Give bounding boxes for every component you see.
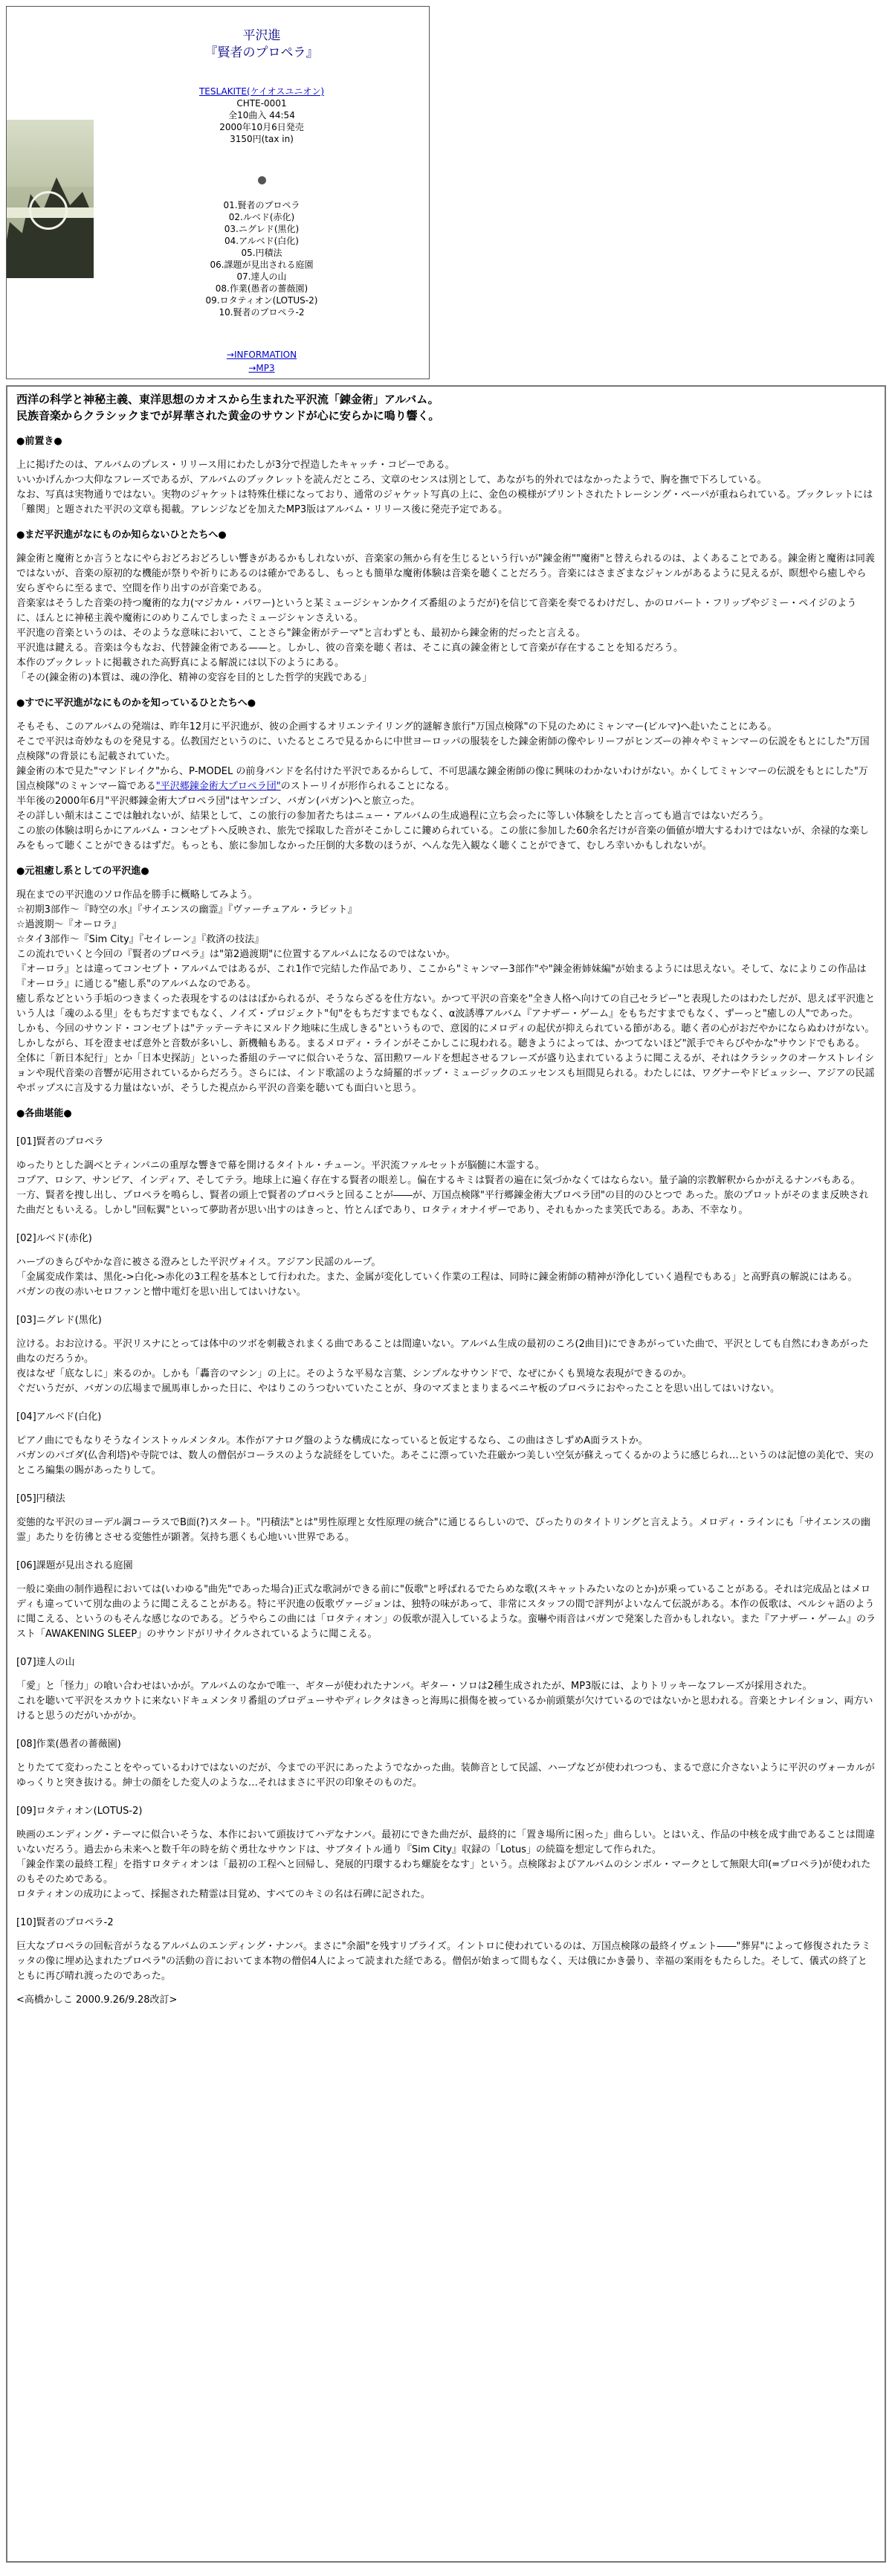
info-links (94, 348, 430, 375)
paragraph: しかしながら、耳を澄ませば意外と音数が多いし、新機軸もある。まるメロディ・ラインがそこかしこに現われる。聴きようによっては、かつてないほど"派手でキらびやかな"サウンドでもある。 (16, 1038, 865, 1049)
mp3-link[interactable]: →MP3 (248, 363, 275, 373)
paragraph: そこで平沢は奇妙なものを発見する。仏教国だというのに、いたるところで見るからに中世ヨーロッパの服装をした錬金術師の像やレリーフがヒンズーの神々やミャンマーの伝説をもとにした"万国点検隊"の背景にも記載されていた。 (16, 736, 870, 762)
track-review-title: [06]課題が見出される庭園 (16, 1560, 133, 1571)
paragraph: 泣ける。おお泣ける。平沢リスナにとっては体中のツボを刺載されまくる曲であることは間違いない。アルバム生成の最初のころ(2曲目)にできあがっていた曲で、平沢としても自然にわきあがった曲なのだろうか。 (16, 1339, 869, 1365)
paragraph: とりたてて変わったことをやっているわけではないのだが、今までの平沢にあったようでなかった曲。装飾音として民謡、ハープなどが使われつつも、まるで意に介さないように平沢のヴォーカルがゆっくりと突き抜ける。紳士の顔をした変人のような…それはまさに平沢の印象そのものだ。 (16, 1762, 875, 1788)
track-item: 07.達人の山 (236, 271, 287, 282)
paragraph: 癒し系などという手垢のつきまくった表現をするのははばかられるが、そうならざるを仕方ない。かつて平沢の音楽を"全き人格へ向けての自己セラピー"と表現したのはわたしだが、思えば平沢進という人は「魂のふる里」をもちだすまでもなく、ノイズ・プロジェクト"旬"をもちだすまでもなく、α波誘導アルバム『アナザー・ゲーム』をもちだすまでもなく、ずーっと"癒しの人"であった。 (16, 994, 876, 1020)
bullet-dot-icon (258, 176, 266, 184)
track-review-title: [09]ロタティオン(LOTUS-2) (16, 1806, 143, 1817)
album-title: 『賢者のプロペラ』 (204, 45, 319, 60)
paragraph: なお、写真は実物通りではない。実物のジャケットは特殊仕様になっており、通常のジャケット写真の上に、金色の模様がプリントされたトレーシング・ペーパが重ねられている。ブックレットには「難関」と題された平沢の文章も掲載。アレンジなどを加えたMP3版はアルバム・リリース後に発売予定である。 (16, 489, 873, 515)
paragraph: ゆったりとした調べとティンパニの重厚な響きで幕を開けるタイトル・チューン。平沢流ファルセットが脳髄に木霊する。 (16, 1160, 545, 1171)
paragraph: しかも、今回のサウンド・コンセプトは"テッテーテキにヌルドク地味に生成しきる"というもので、意図的にメロディの起伏が抑えられている節がある。聴く者の心がおだやかにならぬわけがない。 (16, 1023, 875, 1034)
paragraph: ピアノ曲にでもなりそうなインストゥルメンタル。本作がアナログ盤のような構成になっていると仮定するなら、この曲はさしずめA面ラストか。 (16, 1435, 648, 1446)
track-review (16, 1655, 876, 1724)
paragraph: ☆初期3部作〜『時空の水』『サイエンスの幽霊』『ヴァーチュアル・ラビット』 (16, 904, 358, 915)
album-label-link[interactable]: TESLAKITE(ケイオスユニオン) (198, 86, 325, 97)
track-item: 05.円積法 (241, 248, 282, 258)
tour-link[interactable]: "平沢郷錬金術大プロペラ団" (155, 781, 281, 792)
cover-sky (7, 120, 94, 187)
album-price: 3150円(tax in) (230, 134, 294, 144)
paragraph: 夜はなぜ「底なしに」来るのか。しかも「轟音のマシン」の上に。そのような平易な言葉、シンプルなサウンドで、なぜにかくも異境な表現ができるのか。 (16, 1368, 692, 1379)
track-item: 08.作業(愚者の薔薇園) (215, 283, 308, 294)
paragraph: 全体に「新日本紀行」とか「日本史探訪」といった番組のテーマに似合いそうな、冨田勲ワールドを想起させるフレーズが盛り込まれているように聞こえるが、それはクラシックのオーケストレイションや現代音楽の音響が応用されているからだろう。さらには、インド歌謡のような綺羅的ポップ・ミュージックのエッセンスも垣間見られる。わたしには、ワグナーやドビュッシー、アジアの民謡やポップスに言及する力量はないが、そうした視点から平沢の音楽を聴いても面白いと思う。 (16, 1053, 875, 1094)
track-review (16, 1231, 876, 1300)
cover-circle-icon (29, 191, 68, 230)
paragraph: 変態的な平沢のヨーデル調コーラスでB面(?)スタート。"円積法"とは"男性原理と女性原理の統合"に通じるらしいので、ぴったりのタイトリングと言えよう。メロディ・ラインにも「サイエンスの幽霊」あたりを彷彿とさせる変態性が顕著。気持ち悪くも心地いい世界である。 (16, 1517, 870, 1543)
track-review (16, 1559, 876, 1642)
review-box (6, 385, 886, 2563)
track-review-title: [02]ルベド(赤化) (16, 1233, 92, 1244)
section-healing (16, 864, 876, 1096)
section-heading: ●元祖癒し系としての平沢進● (16, 866, 149, 877)
paragraph: 『オーロラ』とは違ってコンセプト・アルバムではあるが、これ1作で完結した作品であり、ここから"ミャンマー3部作"や"錬金術姉妹編"が始まるようには思えない。そして、なによりこの作品は『オーロラ』に通じる"癒し系"のアルバムなのである。 (16, 964, 867, 990)
track-review-title: [08]作業(愚者の薔薇園) (16, 1739, 121, 1750)
section-tracks (16, 1107, 876, 1984)
track-review-title: [05]円積法 (16, 1493, 65, 1504)
paragraph: バガンの夜の赤いセロファンと憎中電灯を思い出してはいけない。 (16, 1287, 306, 1298)
album-length: 全10曲入 44:54 (228, 110, 295, 120)
track-review-title: [04]アルベド(白化) (16, 1411, 102, 1423)
track-item: 06.課題が見出される庭園 (210, 260, 314, 270)
paragraph: 音楽家はそうした音楽の持つ魔術的な力(マジカル・パワー)というと某ミュージシャンかクイズ番組のようだが)を信じて音楽を奏でるわけだし、かのロバート・フリップやジミー・ペイジのように、ほんとに神秘主義や魔術にのめりこんでしまったミュージシャンさえいる。 (16, 598, 857, 624)
information-link[interactable]: →INFORMATION (226, 350, 297, 360)
section-heading: ●前置き● (16, 436, 62, 447)
paragraph: 錬金術と魔術とか言うとなにやらおどろおどろしい響きがあるかもしれないが、音楽家の無から有を生じるという行いが"錬金術""魔術"と替えられるのは、よくあることである。錬金術と魔術は同義ではないが、音楽の原初的な機能が祭りや祈りにあるのは確かであるし、もっとも簡単な魔術体験は音楽を聴くことだろう。音楽にはさまざまなジャンルがあるように見えるが、瞑想やら癒しやら安らぎやらに至るまで、空間を作り出すのが音楽である。 (16, 553, 875, 594)
paragraph: 「その(錬金術の)本質は、魂の浄化、精神の変容を目的とした哲学的実践である」 (16, 672, 372, 683)
paragraph (16, 764, 876, 794)
paragraph: 現在までの平沢進のソロ作品を勝手に概略してみよう。 (16, 889, 258, 901)
track-review (16, 1135, 876, 1218)
text-fragment: のストーリイが形作られることになる。 (280, 781, 455, 792)
track-review-title: [01]賢者のプロペラ (16, 1136, 104, 1147)
section-preface (16, 434, 876, 518)
track-review (16, 1410, 876, 1478)
track-review (16, 1804, 876, 1902)
paragraph: ハープのきらびやかな音に被さる澄みとした平沢ヴォイス。アジアン民謡のループ。 (16, 1257, 381, 1268)
section-heading: ●すでに平沢進がなにものかを知っているひとたちへ● (16, 698, 256, 709)
track-list (94, 199, 430, 318)
paragraph: 本作のブックレットに掲載された高野真による解説には以下のようにある。 (16, 657, 344, 669)
album-info-box (6, 6, 430, 379)
track-item: 09.ロタティオン(LOTUS-2) (205, 295, 318, 306)
lead-line: 西洋の科学と神秘主義、東洋思想のカオスから生まれた平沢流「錬金術」アルバム。 (16, 393, 439, 406)
paragraph: コプア、ロシア、サンビア、インディア、そしてテラ。地球上に遍く存在する賢者の眼差し。偏在するキミは賢者の遍在に気づかなくてはならない。量子論的宗教解釈からかがえるナンバもある。 (16, 1175, 861, 1186)
paragraph: これを聴いて平沢をスカウトに来ないドキュメンタリ番組のプロデューサやディレクタはきっと海馬に損傷を被っているか前頭葉が欠けているのではないかと思われる。音楽とナレイション、両方いけると思うのだがいかがか。 (16, 1696, 873, 1722)
review-lead (16, 391, 876, 424)
paragraph: いいかげんかつ大仰なフレーズであるが、アルバムのブックレットを読んだところ、文章のセンスは別として、あながち的外れではなかったようで、胸を撫で下ろしている。 (16, 474, 767, 486)
track-item: 04.アルベド(白化) (224, 236, 299, 246)
paragraph: その詳しい顛末はここでは触れないが、結果として、この旅行の参加者たちはニュー・アルバムの生成過程に立ち会ったに等しい体験をしたと言っても過言ではないだろう。 (16, 811, 769, 822)
paragraph: ロタティオンの成功によって、採掘された精霊は目覚め、すべてのキミの名は石碑に記された。 (16, 1889, 430, 1900)
paragraph: バガンのパゴダ(仏舎利塔)や寺院では、数人の僧侶がコーラスのような読経をしていた。あそこに漂っていた荘厳かつ美しい空気が蘇えってくるかのように感じられ…というのは記憶の美化で、実のところ編集の賜があったりして。 (16, 1450, 874, 1476)
paragraph: 「金属変成作業は、黒化->白化->赤化の3工程を基本として行われた。また、金属が変化していく作業の工程は、同時に錬金術師の精神が浄化していく過程でもある」と高野真の解説にはある。 (16, 1272, 858, 1283)
section-heading: ●各曲堪能● (16, 1108, 72, 1119)
paragraph: 一方、賢者を捜し出し、プロペラを鳴らし、賢者の頭上で賢者のプロペラと回ることが――が、万国点検隊"平行郷錬金術大プロペラ団"の目的のひとつで あった。旅のプロットがそのまま反映された曲だともいえる。しかし"回転翼"といって夢助者が思い出すのはきっと、竹とんぼであり、ロタティオナイザーであり、それもかったま笑氏である。ああ、不幸なり。 (16, 1190, 869, 1216)
text-fragment: 錬金術の本で見た"マンドレイク"から、P-MODEL の前身バンドを名付けた平沢であるからして、不可思議な錬金術師の像に興味のわかないわけがない。かくしてミャンマーの伝説をもとにした"万国点検隊"のミャンマー篇である (16, 766, 868, 792)
album-cover-image (7, 120, 94, 278)
paragraph: この旅の体験は明らかにアルバム・コンセプトへ反映され、旅先で採取した音がそこかしこに鏤められている。この旅に参加した60余名だけが音楽の価値が増大するわけではないが、余禄的な楽しみをもって聴くことができるはずだ。もっとも、旅に参加しなかった圧倒的大多数のほうが、へんな先入観なく聴くことができて、むしろ幸いかもしれないが。 (16, 825, 869, 851)
track-review (16, 1916, 876, 1984)
paragraph: 映画のエンディング・テーマに似合いそうな、本作において頭抜けてハデなナンバ。最初にできた曲だが、最終的に「置き場所に困った」曲らしい。とはいえ、作品の中核を成す曲であることは間違いないだろう。過去から未来へと数千年の時を紡ぐ勇壮なサウンドは、サブタイトル通り『Sim City』収録の「Lotus」の続篇を想定して作られた。 (16, 1829, 875, 1855)
album-artist: 平沢進 (242, 28, 281, 43)
paragraph: 平沢進は鍵える。音楽は今もなお、代替錬金術である——と。しかし、彼の音楽を聴く者は、そこに真の錬金術として音楽が存在することを知るだろう。 (16, 643, 684, 654)
track-review (16, 1313, 876, 1397)
track-item: 01.賢者のプロペラ (223, 200, 300, 210)
section-fans (16, 696, 876, 854)
paragraph: 半年後の2000年6月"平沢郷錬金術大プロペラ団"はヤンゴン、バガン(パガン)へと旅立った。 (16, 796, 421, 807)
paragraph: ぐだいうだが、バガンの広場まで風馬車しかった日に、やはりこのうつむいていたことが、身のマズまとまりまるベニヤ板のプロペラにおやったことを思い出してはいけない。 (16, 1383, 780, 1394)
section-heading: ●まだ平沢進がなにものか知らないひとたちへ● (16, 529, 227, 541)
paragraph: この流れでいくと今回の『賢者のプロペラ』は"第2過渡期"に位置するアルバムになるのではないか。 (16, 949, 456, 960)
track-item: 03.ニグレド(黒化) (224, 224, 300, 234)
paragraph: ☆過渡期〜『オーロラ』 (16, 919, 122, 930)
track-review-title: [03]ニグレド(黒化) (16, 1315, 102, 1326)
paragraph: 平沢進の音楽というのは、そのような意味において、ことさら"錬金術がテーマ"と言わずとも、最初から錬金術的だったと言える。 (16, 628, 586, 639)
paragraph: 「錬金作業の最終工程」を指すロタティオンは「最初の工程へと回帰し、発展的円環するわち螺旋をなす」という。点検隊およびアルバムのシンボル・マークとして無限大印(=プロペラ)が使われたのもそのためである。 (16, 1859, 871, 1885)
lead-line: 民族音楽からクラシックまでが昇華された黄金のサウンドが心に安らかに鳴り響く。 (16, 409, 440, 422)
track-item: 02.ルベド(赤化) (228, 212, 295, 222)
track-review-title: [07]達人の山 (16, 1657, 75, 1668)
track-review (16, 1737, 876, 1791)
track-review (16, 1492, 876, 1545)
paragraph: 一般に楽曲の制作過程においては(いわゆる"曲先"であった場合)正式な歌詞ができる前に"仮歌"と呼ばれるでたらめな歌(スキャットみたいなのとか)が乗っていることがある。それは完成品とはメロディも違っていて別な曲のように聞こえることがある。特に平沢進の仮歌ヴァージョンは、独特の味があって、非常にスタッフの間で評判がよいなんて伝説がある。本作の仮歌は、ペルシャ語のように聞こえる、というのもそんな感じなのである。どうやらこの曲には「ロタティオン」の仮歌が混入しているような。蛮嚇や雨音はバガンで発案した音かもしれない。また『アナザー・ゲーム』のラスト「AWAKENING SLEEP」のサウンドがリサイクルされているように聞こえる。 (16, 1584, 876, 1640)
album-catalog: CHTE-0001 (236, 98, 287, 109)
track-review-title: [10]賢者のプロペラ-2 (16, 1917, 114, 1928)
paragraph: そもそも、このアルバムの発端は、昨年12月に平沢進が、彼の企画するオリエンテイリング的謎解き旅行"万国点検隊"の下見のためにミャンマー(ビルマ)へ赴いたことにある。 (16, 721, 778, 732)
track-item: 10.賢者のプロペラ-2 (219, 307, 305, 318)
paragraph: 「愛」と「怪力」の喰い合わせはいかが。アルバムのなかで唯一、ギターが使われたナンバ。ギター・ソロは2種生成されたが、MP3版には、よりトリッキーなフレーズが採用された。 (16, 1681, 812, 1692)
paragraph: 上に掲げたのは、アルバムのプレス・リリース用にわたしが3分で捏造したキャッチ・コピーである。 (16, 460, 455, 471)
album-details (94, 7, 430, 375)
paragraph: 巨大なプロペラの回転音がうなるアルバムのエンディング・ナンバ。まさに"余韻"を残すリプライズ。イントロに使われているのは、万国点検隊の最終イヴェント――"葬昇"によって修復されたラミッタの像に埋め込まれたプロペラ"の活動の音においてま本物の僧侶4人によって読まれた経である。僧侶が始まって間もなく、天は俄にかき曇り、幸福の案雨をもたらした。そして、儀式の終了とともに再び晴れ渡ったのであった。 (16, 1941, 871, 1982)
author-signature: <高橋かしこ 2000.9.26/9.28改訂> (16, 1994, 178, 2006)
album-release: 2000年10月6日発売 (219, 122, 304, 132)
section-newcomers (16, 528, 876, 686)
paragraph: ☆タイ3部作〜『Sim City』『セイレーン』『救済の技法』 (16, 934, 265, 945)
